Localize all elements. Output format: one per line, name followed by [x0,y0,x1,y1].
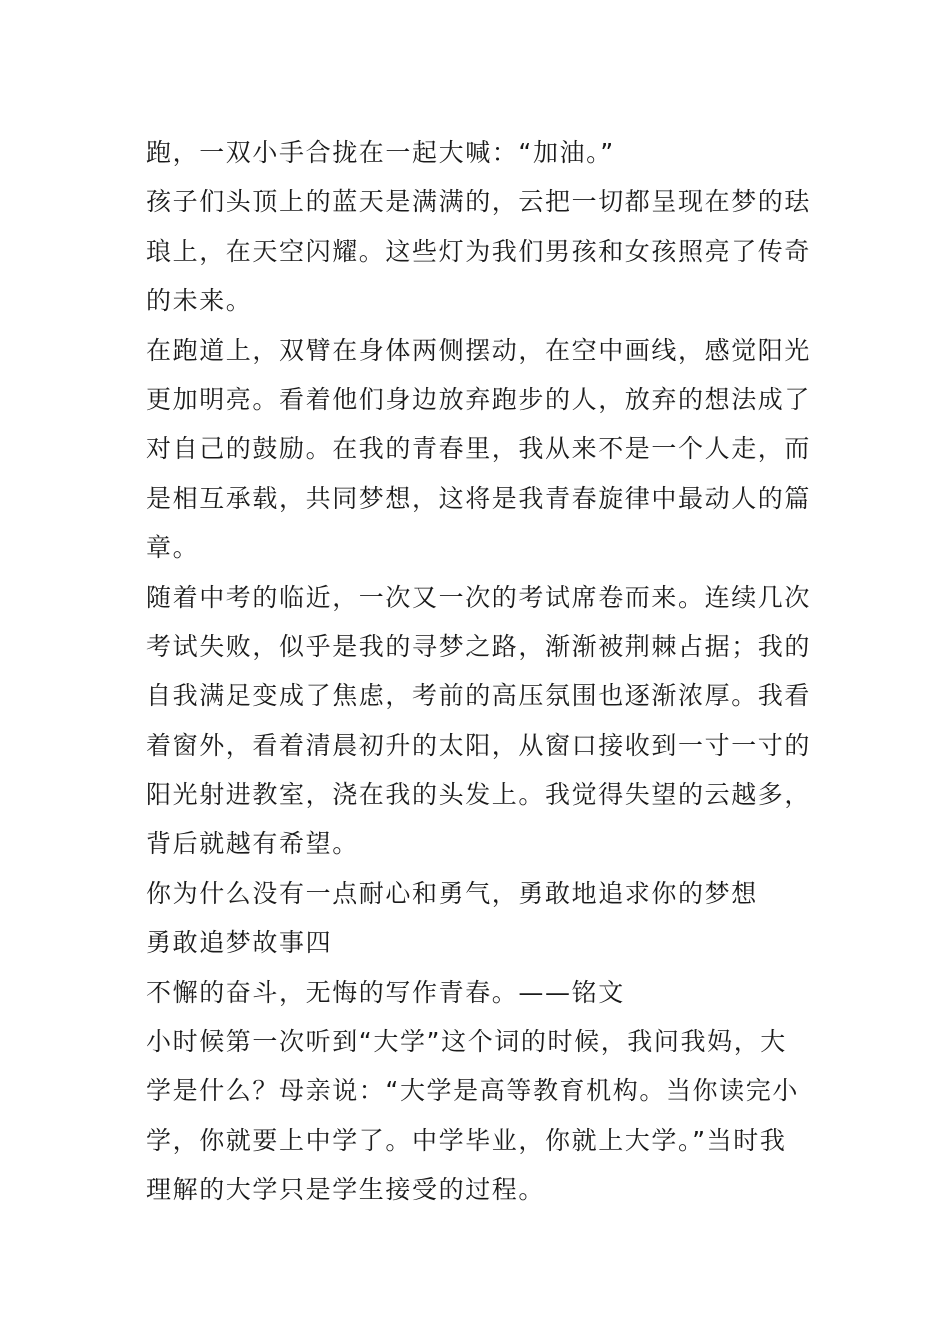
text-line: 学，你就要上中学了。中学毕业，你就上大学。”当时我 [146,1125,787,1155]
text-line: 的未来。 [146,286,253,316]
text-line: 孩子们头顶上的蓝天是满满的，云把一切都呈现在梦的珐 [146,187,812,217]
text-line: 小时候第一次听到“大学”这个词的时候，我问我妈，大 [146,1027,787,1057]
text-line: 你为什么没有一点耐心和勇气，勇敢地追求你的梦想 [146,878,758,908]
text-line: 考试失败，似乎是我的寻梦之路，渐渐被荆棘占据；我的 [146,631,812,661]
text-line: 更加明亮。看着他们身边放弃跑步的人，放弃的想法成了 [146,384,812,414]
text-line: 跑，一双小手合拢在一起大喊：“加油。” [146,138,615,167]
text-line: 自我满足变成了焦虑，考前的高压氛围也逐渐浓厚。我看 [146,681,812,711]
text-line: 琅上，在天空闪耀。这些灯为我们男孩和女孩照亮了传奇 [146,236,812,266]
text-line: 章。 [146,533,200,563]
text-line: 阳光射进教室，浇在我的头发上。我觉得失望的云越多， [146,780,812,810]
text-line: 不懈的奋斗，无悔的写作青春。——铭文 [146,977,625,1007]
text-line: 背后就越有希望。 [146,829,359,859]
section-heading: 勇敢追梦故事四 [146,928,333,958]
text-line: 是相互承载，共同梦想，这将是我青春旋律中最动人的篇 [146,483,812,513]
text-line: 随着中考的临近，一次又一次的考试席卷而来。连续几次 [146,582,812,612]
text-line: 理解的大学只是学生接受的过程。 [146,1175,546,1205]
document-body [146,128,812,1215]
text-line: 学是什么？母亲说：“大学是高等教育机构。当你读完小 [146,1076,799,1106]
text-line: 对自己的鼓励。在我的青春里，我从来不是一个人走，而 [146,434,812,464]
text-line: 着窗外，看着清晨初升的太阳，从窗口接收到一寸一寸的 [146,730,812,760]
text-line: 在跑道上，双臂在身体两侧摆动，在空中画线，感觉阳光 [146,335,812,365]
